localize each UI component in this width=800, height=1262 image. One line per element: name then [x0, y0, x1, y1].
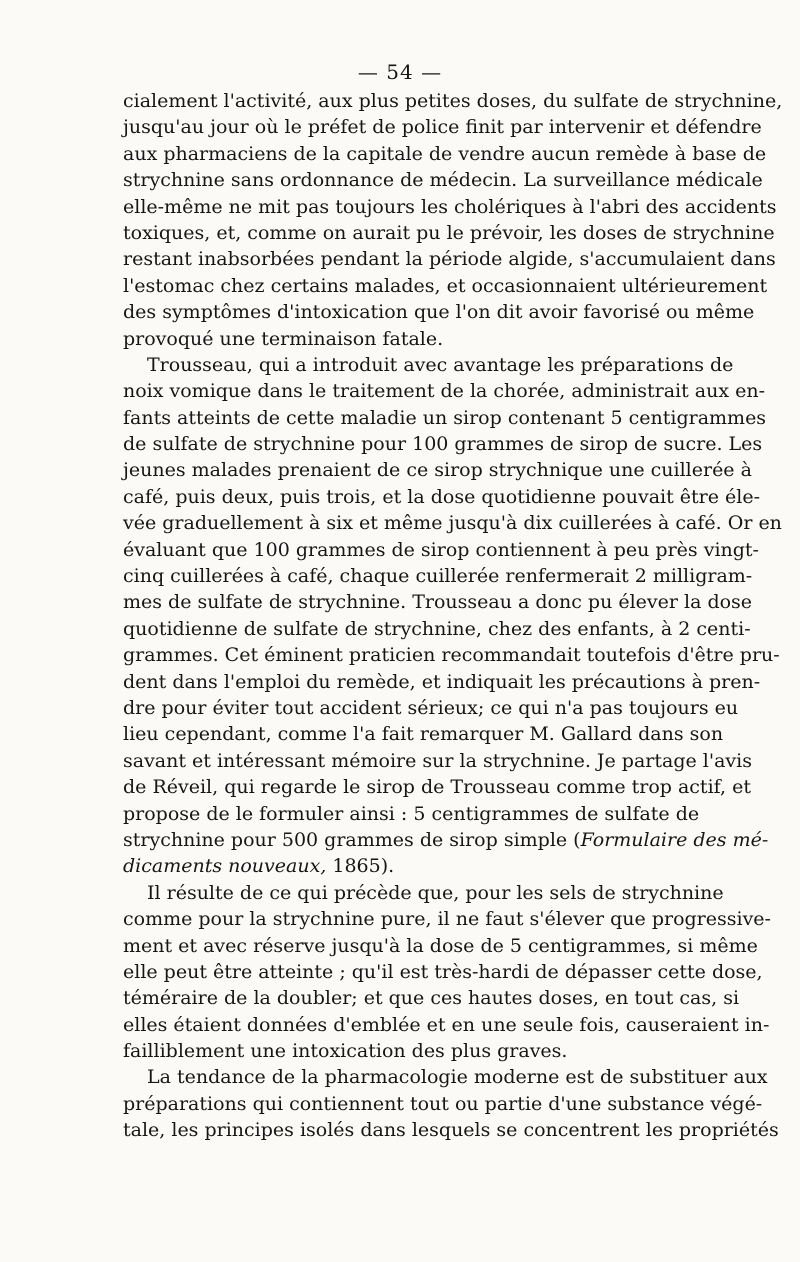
text-line: cinq cuillerées à café, chaque cuillerée renfermerait 2 milligram-	[123, 565, 753, 588]
text-line: préparations qui contiennent tout ou partie d'une substance végé-	[123, 1092, 763, 1115]
text-line: ment et avec réserve jusqu'à la dose de 5 centigrammes, si même	[123, 934, 758, 957]
page-number: — 54 —	[357, 60, 443, 84]
text-line: quotidienne de sulfate de strychnine, chez des enfants, à 2 centi-	[123, 617, 751, 640]
text-line: jeunes malades prenaient de ce sirop strychnique une cuillerée à	[123, 459, 752, 482]
text-line: propose de le formuler ainsi : 5 centigrammes de sulfate de	[123, 802, 700, 825]
text-line: grammes. Cet éminent praticien recommandait toutefois d'être pru-	[123, 644, 780, 667]
text-line: évaluant que 100 grammes de sirop contiennent à peu près vingt-	[123, 538, 759, 561]
text-line: téméraire de la doubler; et que ces hautes doses, en tout cas, si	[123, 987, 740, 1010]
text-line: café, puis deux, puis trois, et la dose quotidienne pouvait être éle-	[123, 485, 761, 508]
text-run: 1865).	[326, 855, 395, 878]
text-line: toxiques, et, comme on aurait pu le prévoir, les doses de strychnine	[123, 221, 775, 244]
text-line: lieu cependant, comme l'a fait remarquer M. Gallard dans son	[123, 723, 724, 746]
text-line: aux pharmaciens de la capitale de vendre aucun remède à base de	[123, 142, 767, 165]
text-line: elles étaient données d'emblée et en une seule fois, causeraient in-	[123, 1013, 770, 1036]
text-line: de sulfate de strychnine pour 100 grammes de sirop de sucre. Les	[123, 433, 763, 456]
text-line: elle-même ne mit pas toujours les cholériques à l'abri des accidents	[123, 195, 777, 218]
text-line: dent dans l'emploi du remède, et indiquait les précautions à pren-	[123, 670, 761, 693]
text-line: jusqu'au jour où le préfet de police finit par intervenir et défendre	[123, 116, 762, 139]
body-text	[123, 88, 783, 1144]
text-line: tale, les principes isolés dans lesquels se concentrent les propriétés	[123, 1119, 779, 1142]
paragraph-start-line: Il résulte de ce qui précède que, pour les sels de strychnine	[147, 881, 724, 904]
text-line: noix vomique dans le traitement de la chorée, administrait aux en-	[123, 380, 766, 403]
text-line: cialement l'activité, aux plus petites doses, du sulfate de strychnine,	[123, 90, 783, 112]
text-run: strychnine pour 500 grammes de sirop simple (	[123, 828, 581, 851]
text-line: vée graduellement à six et même jusqu'à dix cuillerées à café. Or en	[123, 512, 782, 535]
text-line: failliblement une intoxication des plus graves.	[123, 1040, 568, 1063]
text-line: restant inabsorbées pendant la période algide, s'accumulaient dans	[123, 248, 776, 271]
text-line: dre pour éviter tout accident sérieux; ce qui n'a pas toujours eu	[123, 696, 739, 719]
text-line	[123, 853, 675, 879]
paragraph-start-line: La tendance de la pharmacologie moderne est de substituer aux	[147, 1066, 768, 1089]
text-line: savant et intéressant mémoire sur la strychnine. Je partage l'avis	[123, 749, 752, 772]
text-line: comme pour la strychnine pure, il ne faut s'élever que progressive-	[123, 908, 771, 931]
text-line: mes de sulfate de strychnine. Trousseau a donc pu élever la dose	[123, 591, 753, 614]
citation-title: dicaments nouveaux,	[123, 855, 327, 878]
text-line: elle peut être atteinte ; qu'il est très-hardi de dépasser cette dose,	[123, 960, 763, 983]
text-line	[123, 827, 769, 853]
text-line: des symptômes d'intoxication que l'on dit avoir favorisé ou même	[123, 301, 755, 324]
citation-title: Formulaire des mé-	[580, 828, 769, 851]
text-line: de Réveil, qui regarde le sirop de Trousseau comme trop actif, et	[123, 776, 751, 799]
text-line: fants atteints de cette maladie un sirop contenant 5 centigrammes	[123, 406, 767, 429]
text-line: strychnine sans ordonnance de médecin. La surveillance médicale	[123, 169, 763, 192]
paragraph-start-line: Trousseau, qui a introduit avec avantage les préparations de	[147, 353, 734, 376]
text-line: l'estomac chez certains malades, et occasionnaient ultérieurement	[123, 274, 768, 297]
text-line: provoqué une terminaison fatale.	[123, 327, 444, 350]
